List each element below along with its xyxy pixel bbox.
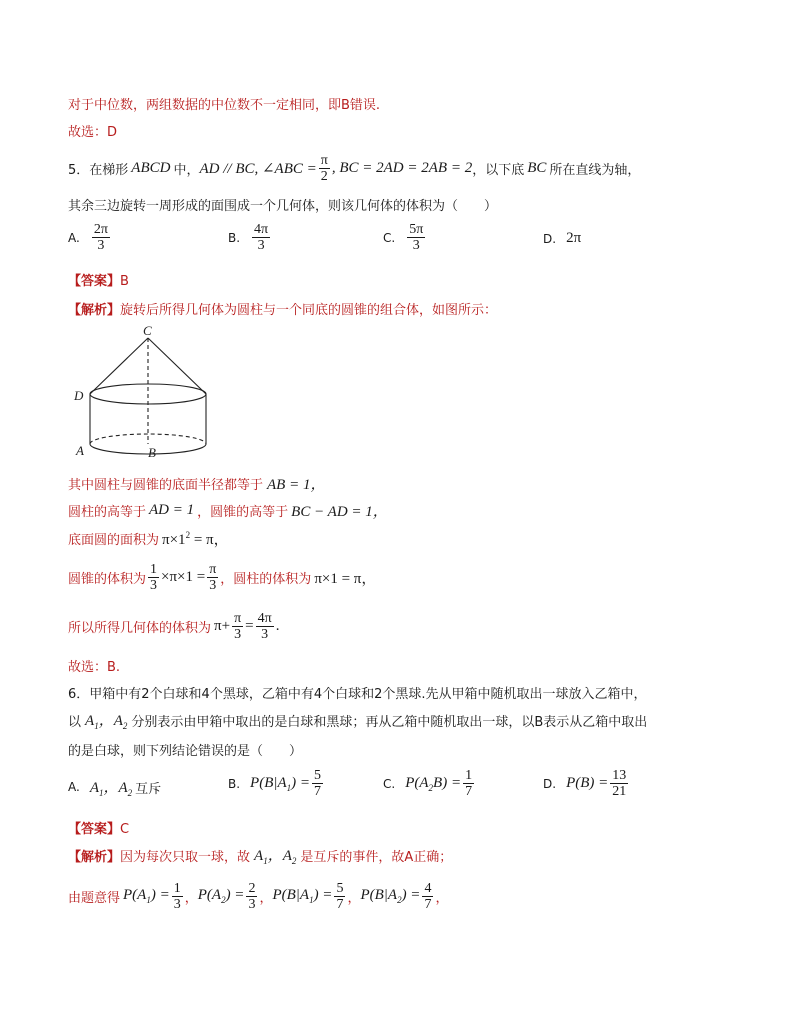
cylinder-volume-expr: π×1 = π， <box>314 570 377 587</box>
sol-expr: BC − AD = 1， <box>291 503 388 520</box>
q5-sol-line1 <box>68 472 325 494</box>
q6-option-c <box>383 768 476 799</box>
q5-number: 5． <box>68 162 90 178</box>
prob-b-given-a2-expr: $P(B|A_2)$ = <box>360 887 421 905</box>
q6-stem-line2 <box>68 708 647 732</box>
option-label: C. <box>383 230 396 245</box>
sol-text: 圆锥的体积为 <box>68 571 147 587</box>
q5-stem-line1 <box>68 150 640 186</box>
sol-text: ，圆柱的体积为 <box>220 571 312 587</box>
q5-sol-line3 <box>68 527 229 549</box>
prob-a2-expr: $P(A_2)$ = <box>197 887 245 905</box>
option-value: 2π <box>566 230 582 246</box>
q5-stem-c: ，以下底 <box>472 162 525 178</box>
option-label: D. <box>543 231 557 246</box>
total-volume-result: $\frac{4\pi}{3}$ <box>257 610 272 642</box>
prob-b-given-a1-fraction: $\frac{5}{7}$ <box>336 880 344 912</box>
option-text: 互斥 <box>135 781 162 797</box>
q6-events-a1-a2: $A_1$，$A_2$ <box>85 713 128 731</box>
q5-answer <box>68 270 129 289</box>
prev-answer-select: 故选：D <box>68 125 118 140</box>
q5-stem-a: 在梯形 <box>89 162 129 178</box>
total-volume-fraction: $\frac{\pi}{3}$ <box>234 610 242 642</box>
analysis-tag: 【解析】 <box>68 303 121 318</box>
sol-expr: AB = 1， <box>267 476 326 493</box>
q5-option-b <box>228 222 272 253</box>
prob-b-given-a1-expr: $P(B|A_1)$ = <box>272 887 333 905</box>
option-prob-expr: $P(B|A_1)$ = <box>250 774 311 793</box>
cone-cylinder-figure <box>68 322 218 464</box>
q6-line2-a: 以 <box>68 714 82 730</box>
base-area-expr: $\pi\times 1^2 = \pi$， <box>162 529 229 548</box>
q6-sol-line: 由题意得 $P(A_1)$ = $\frac{1}{3}$ ， $P(A_2)$ = $\frac{2}{3}$ ， $P(B|A_1)$ = $\frac{5}{7}$ ， $P(B|A_2)$ = $\frac{4}{7}$ ， <box>68 880 449 912</box>
option-prob-expr: P(B) = <box>566 775 609 791</box>
q5-trapezoid-name: ABCD <box>131 159 171 176</box>
q5-stem-b: 中， <box>173 162 200 178</box>
q5-sol-line2 <box>68 499 388 521</box>
option-label: B. <box>228 230 241 245</box>
answer-value: B <box>120 274 129 289</box>
point-d-label: D <box>74 388 84 403</box>
sol-expr: AD = 1 <box>149 501 195 518</box>
option-label: D. <box>543 776 557 791</box>
option-label: A. <box>68 230 80 245</box>
q5-stem-d: 所在直线为轴， <box>549 162 641 178</box>
total-volume-pi: π+ <box>214 617 231 634</box>
q6-stem-line3: 的是白球，则下列结论错误的是（ ） <box>68 744 303 759</box>
option-fraction: $\frac{1}{7}$ <box>465 768 473 799</box>
answer-value: C <box>120 822 130 837</box>
q6-option-d <box>543 768 630 799</box>
total-volume-period: . <box>275 617 280 634</box>
option-events: $A_1$，$A_2$ <box>89 780 133 798</box>
q5-analysis <box>68 299 497 318</box>
analysis-tag: 【解析】 <box>68 849 121 865</box>
median-note: 对于中位数，两组数据的中位数不一定相同，即B错误. <box>68 98 381 113</box>
point-c-label: C <box>143 323 152 338</box>
q6-number: 6． <box>68 687 90 702</box>
cone-volume-fraction: $\frac{1}{3}$ <box>150 561 158 593</box>
q5-option-a <box>68 222 112 253</box>
q5-select: 故选：B. <box>68 660 121 675</box>
analysis-text: 是互斥的事件，故A正确； <box>300 849 453 865</box>
cone-volume-result: $\frac{\pi}{3}$ <box>209 561 217 593</box>
option-prob-expr: $P(A_2B)$ = <box>405 774 462 793</box>
option-fraction: $\frac{5\pi}{3}$ <box>409 222 424 253</box>
q6-answer <box>68 818 129 837</box>
prob-b-given-a2-fraction: $\frac{4}{7}$ <box>424 880 432 912</box>
sol-text: 圆柱的高等于 <box>68 504 147 520</box>
point-a-label: A <box>76 443 84 458</box>
analysis-events: $A_1$，$A_2$ <box>254 848 297 866</box>
q5-condition-lengths: , BC = 2AD = 2AB = 2 <box>331 159 473 176</box>
q5-axis-segment: BC <box>527 159 547 176</box>
q5-angle-fraction: $\frac{\pi}{2}$ <box>320 152 328 184</box>
option-label: B. <box>228 776 241 791</box>
option-fraction: $\frac{2\pi}{3}$ <box>93 222 108 253</box>
q5-sol-line4 <box>68 557 376 597</box>
q6-option-b <box>228 768 325 799</box>
q5-sol-line5 <box>68 606 279 646</box>
q6-line2-b: 分别表示由甲箱中取出的是白球和黑球；再从乙箱中随机取出一球，以B表示从乙箱中取出 <box>131 714 648 730</box>
sol-text: 底面圆的面积为 <box>68 532 160 548</box>
option-label: A. <box>68 780 80 794</box>
q6-analysis <box>68 843 452 867</box>
point-b-label: B <box>148 445 156 460</box>
q5-option-c <box>383 222 427 253</box>
q6-option-a <box>68 776 161 798</box>
option-fraction: $\frac{13}{21}$ <box>612 768 627 799</box>
q5-condition-parallel: AD // BC, ∠ABC = <box>199 160 317 177</box>
total-volume-eq: = <box>245 617 254 634</box>
option-label: C. <box>383 776 396 791</box>
prob-a2-fraction: $\frac{2}{3}$ <box>248 880 256 912</box>
answer-tag: 【答案】 <box>68 274 121 289</box>
option-fraction: $\frac{5}{7}$ <box>314 768 322 799</box>
analysis-text: 因为每次只取一球，故 <box>120 849 251 865</box>
sol-text: 其中圆柱与圆锥的底面半径都等于 <box>68 477 264 493</box>
prob-a1-expr: $P(A_1)$ = <box>123 887 170 905</box>
sol-text: ，圆锥的高等于 <box>197 504 289 520</box>
cone-volume-expr: ×π×1 = <box>161 568 206 585</box>
q6-stem-line1 <box>68 683 647 702</box>
option-fraction: $\frac{4\pi}{3}$ <box>254 222 269 253</box>
q6-line1-text: 甲箱中有2个白球和4个黑球，乙箱中有4个白球和2个黑球.先从甲箱中随机取出一球放入乙箱中， <box>89 687 647 702</box>
q5-option-d <box>543 230 581 247</box>
q5-stem-line2: 其余三边旋转一周形成的面围成一个几何体，则该几何体的体积为（ ） <box>68 199 498 214</box>
sol-text: 由题意得 <box>68 890 121 906</box>
prob-a1-fraction: $\frac{1}{3}$ <box>173 880 181 912</box>
sol-text: 所以所得几何体的体积为 <box>68 620 212 636</box>
analysis-text: 旋转后所得几何体为圆柱与一个同底的圆锥的组合体，如图所示： <box>120 303 498 318</box>
answer-tag: 【答案】 <box>68 822 121 837</box>
